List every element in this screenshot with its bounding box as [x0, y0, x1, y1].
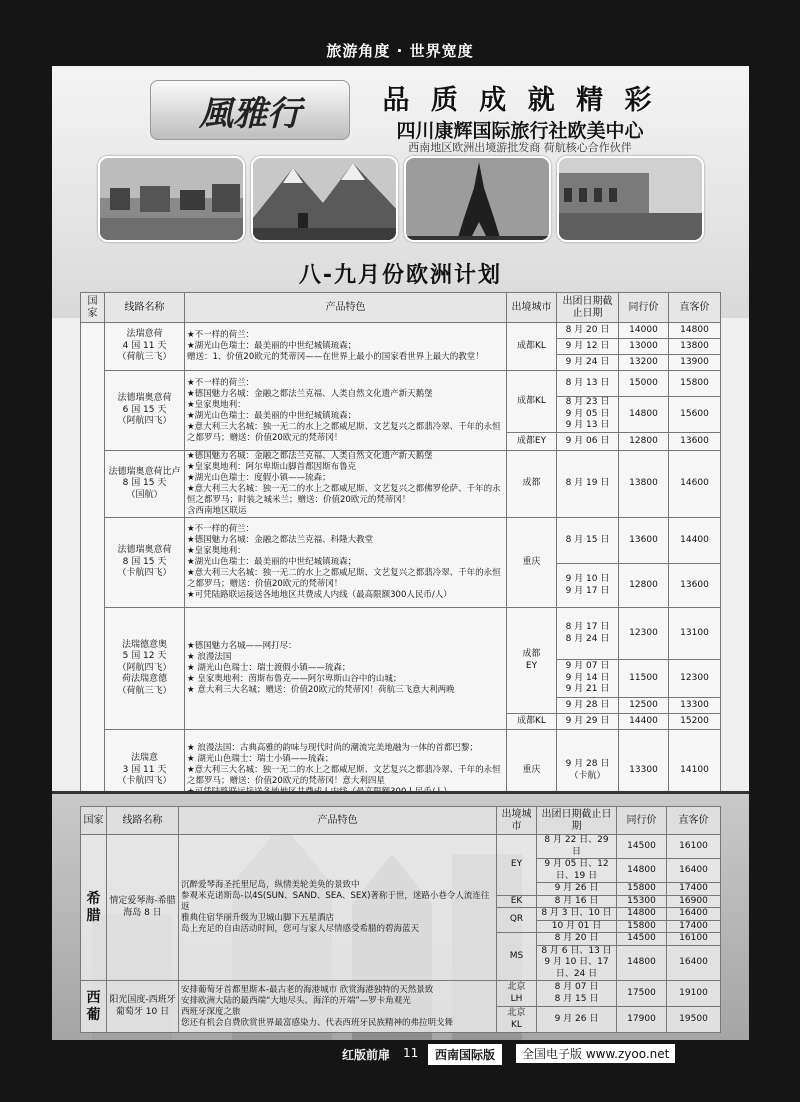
page-panel	[52, 66, 749, 1040]
departure-city: 重庆	[507, 730, 557, 812]
direct-price: 17400	[667, 883, 721, 896]
direct-price: 12300	[669, 660, 721, 698]
departure-city: MS	[497, 933, 537, 981]
table-row	[81, 323, 721, 339]
peer-price: 15300	[617, 895, 667, 908]
direct-price: 13300	[669, 698, 721, 714]
departure-date: 9 月 06 日	[557, 433, 619, 451]
departure-date: 9 月 26 日	[537, 1007, 617, 1033]
header-title: 品 质 成 就 精 彩	[382, 85, 658, 116]
peer-price: 14000	[619, 323, 669, 339]
peer-price: 13800	[619, 451, 669, 518]
header-date: 出团日期截止日期	[557, 293, 619, 323]
country-cell	[81, 323, 105, 812]
departure-date: 8 月 15 日	[557, 518, 619, 564]
departure-date: 9 月 24 日	[557, 355, 619, 371]
departure-date: 9 月 26 日	[537, 883, 617, 896]
company-subtitle: 西南地区欧洲出境游批发商 荷航核心合作伙伴	[408, 141, 632, 154]
departure-city: 北京 LH	[497, 981, 537, 1007]
footer-edition-link[interactable]: 全国电子版 www.zyoo.net	[516, 1044, 675, 1063]
direct-price: 16900	[667, 895, 721, 908]
table-header	[81, 807, 721, 835]
footer	[0, 1040, 800, 1102]
route-name: 法德瑞奥意荷 8 国 15 天 （卡航四飞）	[105, 518, 185, 608]
departure-city: EK	[497, 895, 537, 908]
peer-price: 17500	[617, 981, 667, 1007]
peer-price: 14400	[619, 714, 669, 730]
peer-price: 12800	[619, 433, 669, 451]
departure-date: 8 月 20 日	[537, 933, 617, 946]
peer-price: 14800	[617, 945, 667, 981]
route-name: 法瑞意 3 国 11 天 （卡航四飞）	[105, 730, 185, 812]
departure-city: 重庆	[507, 518, 557, 608]
header-country: 国家	[81, 807, 107, 835]
top-bar	[0, 0, 800, 64]
peer-price: 13200	[619, 355, 669, 371]
header-route: 线路名称	[105, 293, 185, 323]
peer-price: 14500	[617, 933, 667, 946]
departure-date: 9 月 28 日 （卡航）	[557, 730, 619, 812]
departure-city: 成都KL	[507, 323, 557, 371]
direct-price: 19500	[667, 1007, 721, 1033]
departure-date: 9 月 28 日	[557, 698, 619, 714]
header-features: 产品特色	[185, 293, 507, 323]
plan-title: 八-九月份欧洲计划	[298, 263, 503, 288]
peer-price: 14800	[619, 397, 669, 433]
direct-price: 14800	[669, 323, 721, 339]
peer-price: 13600	[619, 518, 669, 564]
departure-date: 8 月 6 日、13 日 9 月 10 日、17 日、24 日	[537, 945, 617, 981]
departure-date: 8 月 07 日 8 月 15 日	[537, 981, 617, 1007]
departure-date: 8 月 22 日、29 日	[537, 835, 617, 859]
departure-date: 8 月 16 日	[537, 895, 617, 908]
peer-price: 15800	[617, 920, 667, 933]
route-name: 情定爱琴海-希腊海岛 8 日	[107, 835, 179, 981]
route-features: ★不一样的荷兰： ★德国魅力名城：金融之都法兰克福、人类自然文化遗产新天鹅堡 ★皇家奥地利： ★湖光山色瑞士：最美丽的中世纪城镇琉森； ★意大利三大名城：独一无二的水上之都威尼斯、文艺复兴之都翡冷翠、千年的永恒之都罗马；赠送：价值20欧元的梵蒂冈！	[185, 371, 507, 451]
peer-price: 14500	[617, 835, 667, 859]
peer-price: 14800	[617, 859, 667, 883]
departure-date: 8 月 20 日	[557, 323, 619, 339]
route-features: ★不一样的荷兰： ★德国魅力名城：金融之都法兰克福、科隆大教堂 ★皇家奥地利： ★湖光山色瑞士：最美丽的中世纪城镇琉森； ★意大利三大名城：独一无二的水上之都威尼斯、文艺复兴之都翡冷翠、千年的永恒之都罗马；赠送：价值20欧元的梵蒂冈！ ★可凭陆路联运接送各地地区共费成人内线（最高限额300人民币/人）	[185, 518, 507, 608]
direct-price: 13600	[669, 433, 721, 451]
country-greece: 希 腊	[81, 835, 107, 981]
photo-river	[557, 156, 704, 242]
direct-price: 19100	[667, 981, 721, 1007]
table-row	[81, 835, 721, 859]
departure-date: 10 月 01 日	[537, 920, 617, 933]
departure-date: 8 月 23 日 9 月 05 日 9 月 13 日	[557, 397, 619, 433]
direct-price: 13600	[669, 564, 721, 608]
direct-price: 13900	[669, 355, 721, 371]
departure-date: 9 月 12 日	[557, 339, 619, 355]
route-features: ★德国魅力名城：金融之都法兰克福、人类自然文化遗产新天鹅堡 ★皇家奥地利：阿尔卑斯山脚首都因斯布鲁克 ★湖光山色瑞士：度假小镇——琉森； ★意大利三大名城：独一无二的水上之都威尼斯、文艺复兴之都佛罗伦萨、千年的永恒之都罗马；时装之城米兰；赠送：价值20欧元的梵蒂冈！ 含西南地区联运	[185, 451, 507, 518]
header-city: 出境城市	[497, 807, 537, 835]
direct-price: 15200	[669, 714, 721, 730]
departure-city: 成都EY	[507, 433, 557, 451]
greece-spain-table	[80, 806, 721, 1033]
departure-date: 8 月 17 日 8 月 24 日	[557, 608, 619, 660]
departure-city: 成都KL	[507, 371, 557, 433]
direct-price: 16400	[667, 908, 721, 921]
departure-city: EY	[497, 835, 537, 896]
header-features: 产品特色	[179, 807, 497, 835]
direct-price: 16400	[667, 945, 721, 981]
table-row	[81, 371, 721, 397]
bottom-section	[52, 794, 749, 1040]
route-features: ★ 浪漫法国：古典高雅的韵味与现代时尚的潮流完美地融为一体的首都巴黎； ★ 湖光山色瑞士：瑞士小镇——琉森； ★意大利三大名城：独一无二的水上之都威尼斯、文艺复兴之都翡冷翠、千年的永恒之都罗马；赠送：价值20欧元的梵蒂冈！意大利四星	[185, 730, 507, 812]
header-peer-price: 同行价	[617, 807, 667, 835]
direct-price: 14600	[669, 451, 721, 518]
departure-date: 9 月 29 日	[557, 714, 619, 730]
peer-price: 14800	[617, 908, 667, 921]
direct-price: 13100	[669, 608, 721, 660]
direct-price: 13800	[669, 339, 721, 355]
peer-price: 12300	[619, 608, 669, 660]
company-name: 四川康辉国际旅行社欧美中心	[396, 120, 644, 142]
table-row	[81, 608, 721, 660]
direct-price: 16100	[667, 933, 721, 946]
table-header	[81, 293, 721, 323]
header-direct-price: 直客价	[667, 807, 721, 835]
route-name: 法德瑞奥意荷 6 国 15 天 （阿航四飞）	[105, 371, 185, 451]
footer-label: 红版前扉	[342, 1048, 391, 1062]
peer-price: 12500	[619, 698, 669, 714]
departure-city: 成都 EY	[507, 608, 557, 714]
departure-date: 8 月 3 日、10 日	[537, 908, 617, 921]
direct-price: 15600	[669, 397, 721, 433]
peer-price: 11500	[619, 660, 669, 698]
header-country: 国家	[81, 293, 105, 323]
slogan: 旅游角度 · 世界宽度	[326, 42, 474, 60]
departure-date: 9 月 07 日 9 月 14 日 9 月 21 日	[557, 660, 619, 698]
peer-price: 13300	[619, 730, 669, 812]
country-spain: 西 葡	[81, 981, 107, 1033]
direct-price: 15800	[669, 371, 721, 397]
direct-price: 14100	[669, 730, 721, 812]
route-name: 法德瑞奥意荷比卢 8 国 15 天 （国航）	[105, 451, 185, 518]
route-name: 法瑞意荷 4 国 11 天 （荷航三飞）	[105, 323, 185, 371]
footer-brand: 西南国际版	[428, 1044, 502, 1065]
table-row	[81, 451, 721, 518]
header-city: 出境城市	[507, 293, 557, 323]
departure-city: 成都	[507, 451, 557, 518]
departure-city: 北京 KL	[497, 1007, 537, 1033]
peer-price: 13000	[619, 339, 669, 355]
photo-mountain	[251, 156, 398, 242]
photo-eiffel	[404, 156, 551, 242]
table-row	[81, 518, 721, 564]
header-route: 线路名称	[107, 807, 179, 835]
route-features: 沉醉爱琴海圣托里尼岛，纵情美轮美奂的景致中 参观米克诺斯岛-以4S(SUN、SAND、SEA、SEX)著称于世，迷路小巷令人流连往返 雅典住宿华丽升级为卫城山脚下五星酒店 岛上充足的自由活动时间，您可与家人尽情感受希腊的碧海蓝天	[179, 835, 497, 981]
page-number: 11	[403, 1046, 419, 1060]
photo-lake	[98, 156, 245, 242]
departure-date: 8 月 19 日	[557, 451, 619, 518]
departure-date: 8 月 13 日	[557, 371, 619, 397]
table-row	[81, 981, 721, 1007]
route-features: ★德国魅力名城——网打尽： ★ 浪漫法国 ★ 湖光山色瑞士：瑞士渡假小镇——琉森； ★ 皇家奥地利：茵斯布鲁克——阿尔卑斯山谷中的山城； ★ 意大利三大名城；赠送：价值20欧元的梵蒂冈！荷航三飞意大利两晚	[185, 608, 507, 730]
direct-price: 16100	[667, 835, 721, 859]
direct-price: 17400	[667, 920, 721, 933]
route-features: 安排葡萄牙首都里斯本-最古老的海港城市 欣赏海港独特的天然景致 安排欧洲大陆的最西端“大地尽头、海洋的开端”—罗卡角观光 西班牙深度之旅 您还有机会自费欣赏世界最富感染力、代表西班牙民族精神的弗拉明戈舞	[179, 981, 497, 1033]
header-direct-price: 直客价	[669, 293, 721, 323]
header-peer-price: 同行价	[619, 293, 669, 323]
europe-plan-table	[80, 292, 721, 812]
logo: 風雅行	[150, 80, 350, 140]
peer-price: 12800	[619, 564, 669, 608]
header-date: 出团日期截止日期	[537, 807, 617, 835]
direct-price: 16400	[667, 859, 721, 883]
departure-city: 成都KL	[507, 714, 557, 730]
header-section	[52, 66, 749, 318]
route-name: 法瑞德意奥 5 国 12 天 （阿航四飞） 荷法瑞意德 （荷航三飞）	[105, 608, 185, 730]
departure-city: QR	[497, 908, 537, 933]
departure-date: 9 月 10 日 9 月 17 日	[557, 564, 619, 608]
direct-price: 14400	[669, 518, 721, 564]
peer-price: 15800	[617, 883, 667, 896]
peer-price: 17900	[617, 1007, 667, 1033]
route-features: ★不一样的荷兰： ★湖光山色瑞士：最美丽的中世纪城镇琉森； 赠送：1、价值20欧元的梵蒂冈——在世界上最小的国家看世界上最大的教堂！	[185, 323, 507, 371]
departure-date: 9 月 05 日、12 日、19 日	[537, 859, 617, 883]
peer-price: 15000	[619, 371, 669, 397]
route-name: 阳光国度-西班牙葡萄牙 10 日	[107, 981, 179, 1033]
